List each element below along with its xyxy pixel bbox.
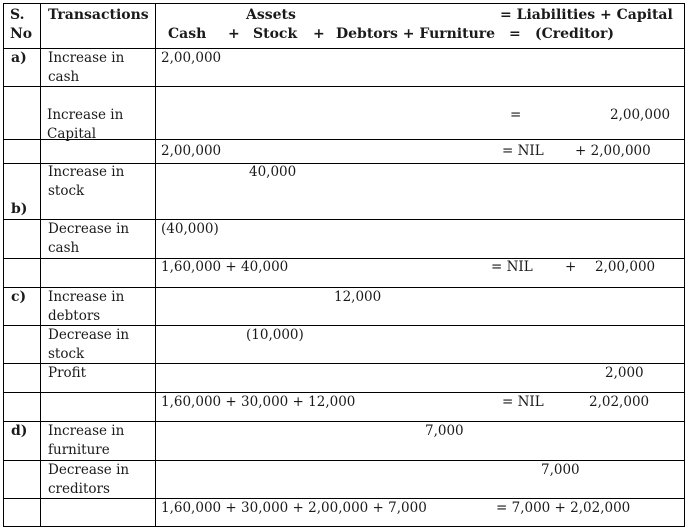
transaction-increase-debtors: Increase in debtors	[48, 289, 125, 324]
header-plus-2: +	[313, 26, 325, 42]
cell-liabilities-total: = NIL	[491, 259, 533, 275]
cell-equals: =	[510, 107, 522, 123]
section-label-d: d)	[11, 423, 28, 439]
header-creditor: (Creditor)	[535, 26, 614, 42]
cell-cash: (40,000)	[161, 221, 219, 237]
header-assets: Assets	[246, 7, 296, 23]
cell-capital: 2,000	[605, 365, 644, 381]
header-sno: S.	[10, 7, 25, 23]
transaction-increase-furniture: Increase in furniture	[48, 423, 125, 458]
column-divider	[40, 4, 41, 526]
transaction-profit: Profit	[48, 365, 87, 381]
header-liabilities-capital: = Liabilities + Capital	[500, 7, 673, 23]
section-label-b: b)	[11, 201, 28, 217]
section-label-a: a)	[11, 50, 27, 66]
cell-cash-total: 1,60,000 + 40,000	[161, 259, 289, 275]
cell-stock: (10,000)	[246, 327, 304, 343]
header-transactions: Transactions	[48, 7, 149, 23]
header-plus-1: +	[228, 26, 240, 42]
cell-capital-total: + 2,00,000	[575, 143, 651, 159]
cell-capital-total: 2,02,000	[589, 394, 650, 410]
transaction-decrease-creditors: Decrease in creditors	[48, 462, 130, 497]
cell-debtors: 12,000	[334, 289, 382, 305]
cell-liabilities-total: = NIL	[502, 394, 544, 410]
transaction-increase-stock: Increase in stock	[48, 164, 125, 199]
cell-assets-total: 1,60,000 + 30,000 + 2,00,000 + 7,000	[161, 500, 427, 516]
cell-furniture: 7,000	[425, 423, 464, 439]
cell-cash: 2,00,000	[161, 50, 222, 66]
cell-plus: +	[565, 259, 577, 275]
accounting-equation-table	[3, 3, 685, 527]
section-label-c: c)	[11, 289, 27, 305]
cell-capital-total: 2,00,000	[595, 259, 656, 275]
cell-assets-total: 1,60,000 + 30,000 + 12,000	[161, 394, 356, 410]
row-divider	[4, 258, 684, 259]
header-debtors-furniture: Debtors + Furniture	[336, 26, 496, 42]
cell-liabilities-total: = NIL	[502, 143, 544, 159]
transaction-decrease-stock: Decrease in stock	[48, 327, 130, 362]
transaction-decrease-cash: Decrease in cash	[48, 221, 130, 256]
cell-stock: 40,000	[249, 164, 297, 180]
cell-cash-total: 2,00,000	[161, 143, 222, 159]
transaction-increase-capital: Increase in Capital	[47, 107, 124, 142]
cell-capital: 2,00,000	[610, 107, 671, 123]
column-divider	[155, 4, 156, 526]
cell-liabilities-capital-total: = 7,000 + 2,02,000	[496, 500, 631, 516]
header-equals: =	[509, 26, 521, 42]
header-stock: Stock	[253, 26, 298, 42]
header-cash: Cash	[168, 26, 207, 42]
transaction-increase-cash: Increase in cash	[48, 50, 125, 85]
header-sno-2: No	[10, 26, 33, 42]
cell-creditor: 7,000	[541, 462, 580, 478]
